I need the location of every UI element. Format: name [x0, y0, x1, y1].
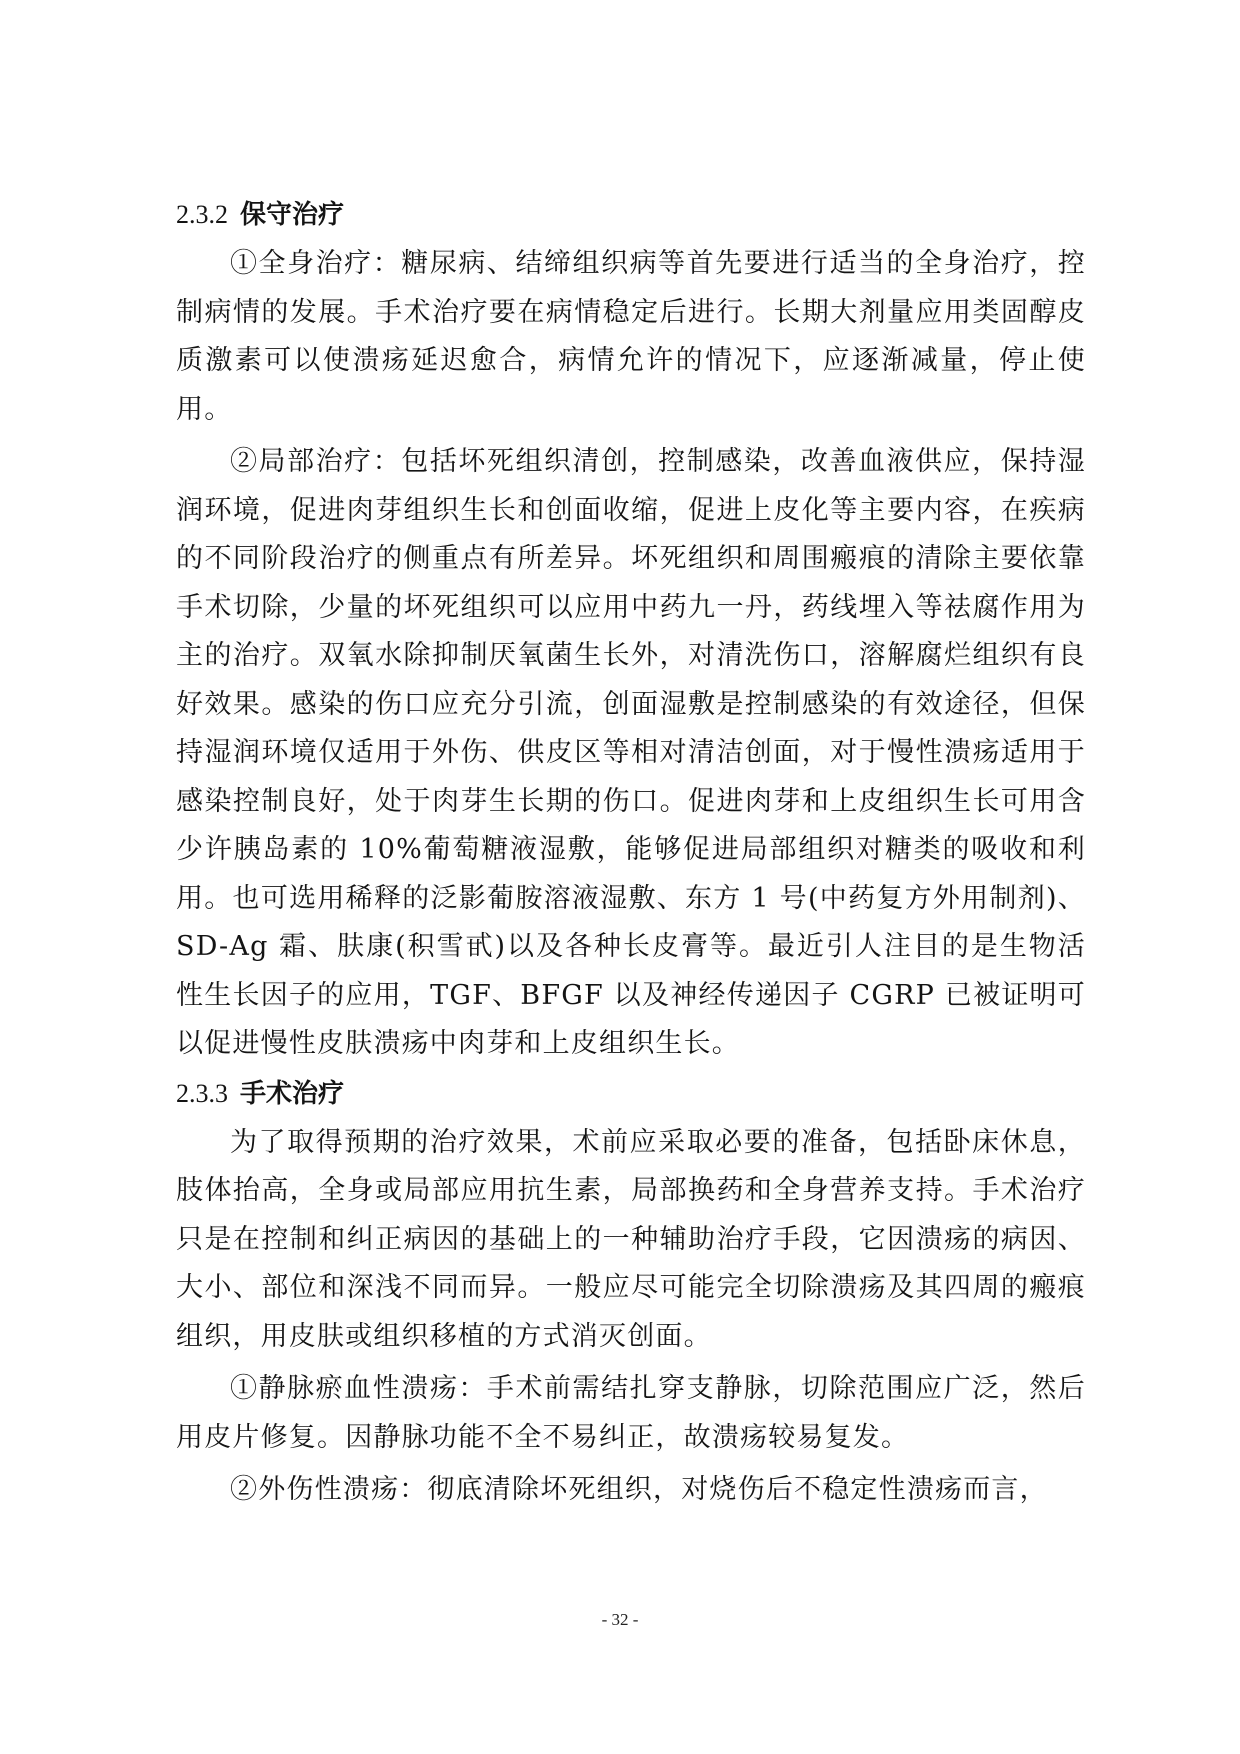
section-heading-2-3-2: [176, 190, 1086, 240]
paragraph-local-treatment: ②局部治疗：包括坏死组织清创，控制感染，改善血液供应，保持湿润环境，促进肉芽组织生长和创面收缩，促进上皮化等主要内容，在疾病的不同阶段治疗的侧重点有所差异。坏死组织和周围瘢痕的清除主要依靠手术切除，少量的坏死组织可以应用中药九一丹，药线埋入等祛腐作用为主的治疗。双氧水除抑制厌氧菌生长外，对清洗伤口，溶解腐烂组织有良好效果。感染的伤口应充分引流，创面湿敷是控制感染的有效途径，但保持湿润环境仅适用于外伤、供皮区等相对清洁创面，对于慢性溃疡适用于感染控制良好，处于肉芽生长期的伤口。促进肉芽和上皮组织生长可用含少许胰岛素的 10%葡萄糖液湿敷，能够促进局部组织对糖类的吸收和利用。也可选用稀释的泛影葡胺溶液湿敷、东方 1 号(中药复方外用制剂)、SD-Ag 霜、肤康(积雪甙)以及各种长皮膏等。最近引人注目的是生物活性生长因子的应用，TGF、BFGF 以及神经传递因子 CGRP 已被证明可以促进慢性皮肤溃疡中肉芽和上皮组织生长。: [176, 446, 1086, 1059]
page-number: - 32 -: [601, 1610, 639, 1629]
section-title: 保守治疗: [240, 200, 345, 230]
section-number: 2.3.3: [176, 1078, 228, 1108]
section-number: 2.3.2: [176, 200, 228, 229]
paragraph-surgical-preparation: 为了取得预期的治疗效果，术前应采取必要的准备，包括卧床休息，肢体抬高，全身或局部应用抗生素，局部换药和全身营养支持。手术治疗只是在控制和纠正病因的基础上的一种辅助治疗手段，它因溃疡的病因、大小、部位和深浅不同而异。一般应尽可能完全切除溃疡及其四周的瘢痕组织，用皮肤或组织移植的方式消灭创面。: [176, 1126, 1086, 1352]
paragraph-traumatic-ulcer: ②外伤性溃疡：彻底清除坏死组织，对烧伤后不稳定性溃疡而言，: [230, 1474, 1048, 1505]
page-body: [176, 190, 1086, 1515]
paragraph-systemic-treatment: ①全身治疗：糖尿病、结缔组织病等首先要进行适当的全身治疗，控制病情的发展。手术治疗要在病情稳定后进行。长期大剂量应用类固醇皮质激素可以使溃疡延迟愈合，病情允许的情况下，应逐渐减量，停止使用。: [176, 248, 1086, 425]
section-title: 手术治疗: [240, 1078, 345, 1109]
section-heading-2-3-3: [176, 1069, 1086, 1119]
paragraph-venous-ulcer: ①静脉瘀血性溃疡：手术前需结扎穿支静脉，切除范围应广泛，然后用皮片修复。因静脉功能不全不易纠正，故溃疡较易复发。: [176, 1373, 1086, 1453]
